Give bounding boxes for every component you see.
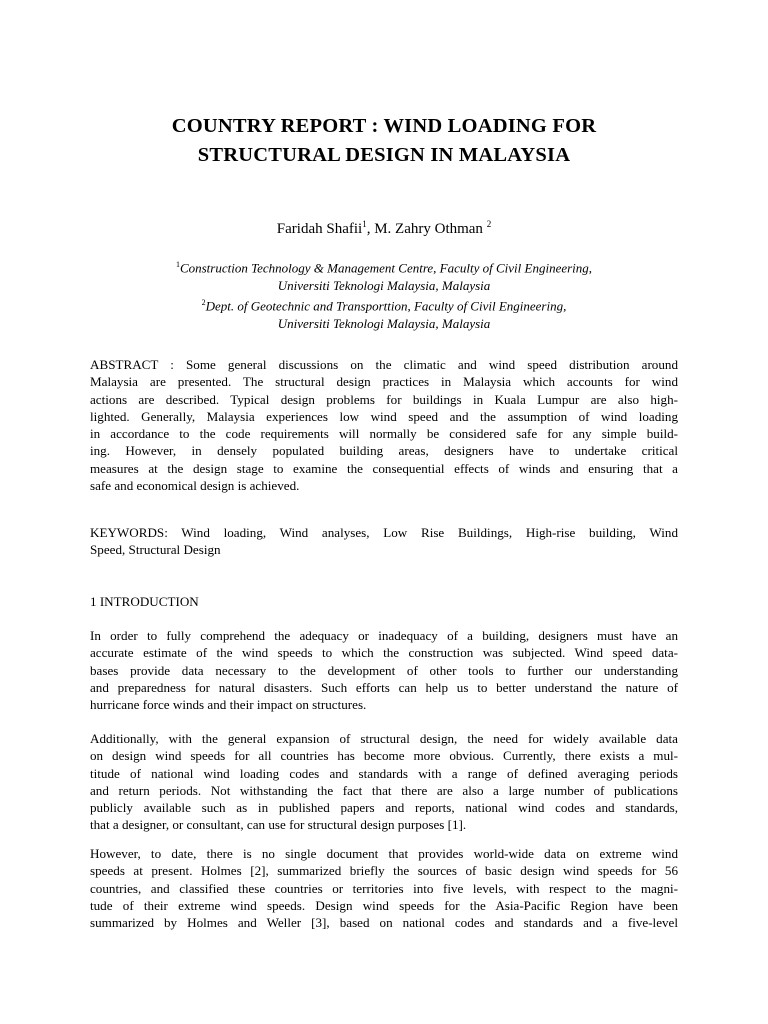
affiliation-text: Construction Technology & Management Centre, Faculty of Civil Engineering, [179, 260, 593, 276]
title-line-2: STRUCTURAL DESIGN IN MALAYSIA [197, 144, 571, 166]
affiliation-mark: 2 [201, 298, 206, 308]
text-line: bases provide data necessary to the development of other tools to further our understanding [90, 662, 678, 678]
title-line-1: COUNTRY REPORT : WIND LOADING FOR [171, 115, 597, 137]
text-line: ABSTRACT : Some general discussions on the climatic and wind speed distribution around [90, 357, 678, 372]
text-line: ing. However, in densely populated building areas, designers have to undertake critical [90, 443, 678, 459]
text-line: Additionally, with the general expansion of structural design, the need for widely available data [90, 731, 678, 746]
affiliations [0, 256, 768, 332]
author-affiliation-mark: 1 [362, 219, 367, 229]
affiliation-line: Universiti Teknologi Malaysia, Malaysia [277, 315, 491, 331]
text-line: actions are described. Typical design problems for buildings in Kuala Lumpur are also high- [90, 391, 678, 407]
text-line: that a designer, or consultant, can use for structural design purposes [1]. [90, 817, 467, 833]
text-line: countries, and classified these countries or territories into five levels, with respect to the magni- [90, 880, 678, 896]
text-line: hurricane force winds and their impact on structures. [90, 697, 367, 713]
text-line: tude of their extreme wind speeds. Design wind speeds for the Asia-Pacific Region have been [90, 897, 678, 913]
text-line: measures at the design stage to examine the consequential effects of winds and ensuring that a [90, 460, 678, 476]
text-line: and return periods. Not withstanding the fact that there are also a large number of publications [90, 782, 678, 798]
paragraph [90, 627, 678, 713]
affiliation-line [0, 294, 768, 315]
text-line: KEYWORDS: Wind loading, Wind analyses, Low Rise Buildings, High-rise building, Wind [90, 525, 678, 540]
affiliation-text: Dept. of Geotechnic and Transporttion, Faculty of Civil Engineering, [205, 298, 567, 314]
paragraph [90, 730, 678, 834]
keywords [90, 524, 678, 559]
text-line: in accordance to the code requirements will normally be considered safe for any simple build- [90, 426, 678, 442]
abstract [90, 356, 678, 494]
text-line: titude of national wind loading codes and standards with a range of defined averaging periods [90, 765, 678, 781]
affiliation-mark: 1 [175, 260, 180, 269]
affiliation-line [0, 256, 768, 277]
text-line: accurate estimate of the wind speeds to which the construction was subjected. Wind speed data- [90, 645, 678, 661]
author-list [0, 214, 768, 239]
author-separator: , [366, 221, 375, 237]
author-affiliation-mark: 2 [486, 219, 492, 229]
text-line: publicly available such as in published papers and reports, national wind codes and standards, [90, 800, 678, 816]
paragraph [90, 845, 678, 931]
text-line: safe and economical design is achieved. [90, 478, 300, 494]
text-line: speeds at present. Holmes [2], summarized briefly the sources of basic design wind speeds for 56 [90, 863, 678, 879]
affiliation-line: Universiti Teknologi Malaysia, Malaysia [277, 277, 491, 293]
author-name: M. Zahry Othman [374, 221, 487, 237]
text-line: Malaysia are presented. The structural design practices in Malaysia which accounts for wind [90, 374, 678, 390]
text-line: However, to date, there is no single document that provides world-wide data on extreme wind [90, 846, 678, 861]
paper-title [0, 112, 768, 170]
author-name: Faridah Shafii [276, 221, 363, 237]
text-line: lighted. Generally, Malaysia experiences low wind speed and the assumption of wind loading [90, 408, 678, 424]
text-line: Speed, Structural Design [90, 542, 221, 558]
text-line: on design wind speeds for all countries has become more obvious. Currently, there exists a mul- [90, 748, 678, 764]
text-line: In order to fully comprehend the adequacy or inadequacy of a building, designers must have an [90, 628, 678, 643]
text-line: and preparedness for natural disasters. Such efforts can help us to better understand the nature of [90, 679, 678, 695]
section-heading [90, 593, 678, 610]
text-line: summarized by Holmes and Weller [3], based on national codes and standards and a five-level [90, 915, 678, 931]
section-title: 1 INTRODUCTION [90, 594, 199, 609]
